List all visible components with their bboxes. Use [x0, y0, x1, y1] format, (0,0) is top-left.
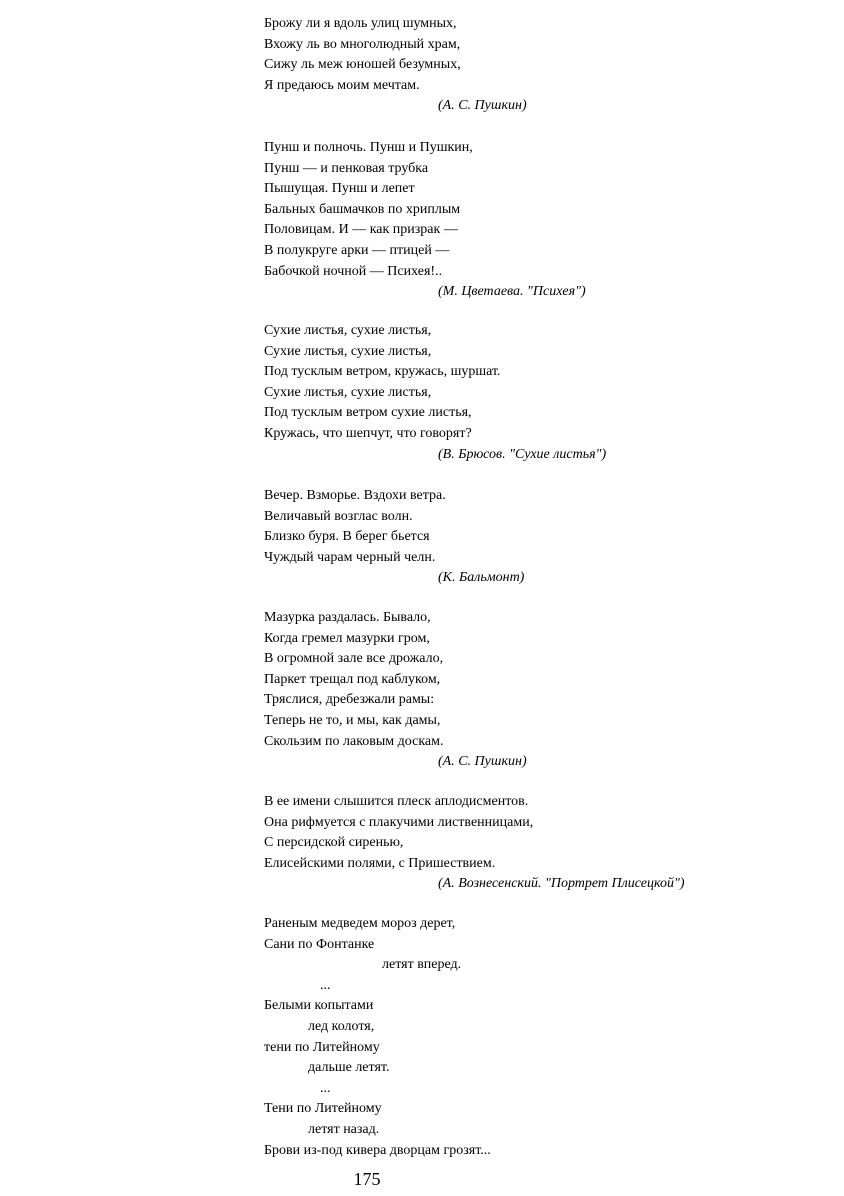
poem-line: Тряслися, дребезжали рамы: — [264, 692, 435, 708]
poem-line: тени по Литейному — [264, 1039, 380, 1055]
poem-line: Сухие листья, сухие листья, — [264, 343, 432, 359]
poem-line: Теперь не то, и мы, как дамы, — [264, 712, 441, 728]
poem-line: Брови из-под кивера дворцам грозят... — [264, 1142, 491, 1158]
poem-line: Сухие листья, сухие листья, — [264, 384, 432, 400]
poem-line: Сухие листья, сухие листья, — [264, 323, 432, 338]
poem-ellipsis: ... — [320, 977, 331, 993]
poem-line: Сижу ль меж юношей безумных, — [264, 57, 461, 73]
poem-line: Вхожу ль во многолюдный храм, — [264, 36, 461, 52]
poem-line: Половицам. И — как призрак — — [264, 222, 458, 238]
poem-line: Сани по Фонтанке — [264, 936, 375, 952]
poem-line: Она рифмуется с плакучими лиственницами, — [264, 814, 534, 830]
poem-line: Под тусклым ветром, кружась, шуршат. — [264, 364, 501, 380]
poem-line: Величавый возглас волн. — [264, 508, 413, 524]
poem-line: Бальных башмачков по хриплым — [264, 201, 461, 217]
poem-line: С персидской сиренью, — [264, 835, 404, 851]
poem-attribution: (В. Брюсов. "Сухие листья") — [438, 446, 607, 462]
poem-line: В ее имени слышится плеск аплодисментов. — [264, 794, 529, 809]
poem-line: Паркет трещал под каблуком, — [264, 671, 441, 687]
poem-line: Тени по Литейному — [264, 1101, 382, 1117]
poem-excerpt-voznesensky — [264, 792, 764, 895]
poem-excerpt-bryusov — [264, 321, 764, 465]
poem-line: Под тусклым ветром сухие листья, — [264, 405, 472, 421]
poem-line: Пунш — и пенковая трубка — [264, 160, 429, 176]
poem-excerpt-tsvetaeva — [264, 138, 764, 303]
poem-line: Кружась, что шепчут, что говорят? — [264, 425, 472, 441]
poem-line: Когда гремел мазурки гром, — [264, 630, 430, 646]
poem-line: В полукруге арки — птицей — — [264, 242, 450, 258]
poem-excerpt-pushkin-1 — [264, 14, 764, 117]
poem-excerpt-balmont — [264, 486, 764, 589]
poem-attribution: (А. С. Пушкин) — [438, 98, 527, 114]
poem-line: Раненым медведем мороз дерет, — [264, 916, 456, 931]
poem-line: Брожу ли я вдоль улиц шумных, — [264, 16, 457, 31]
poem-excerpt-untitled — [264, 914, 764, 1161]
poem-line: лед колотя, — [308, 1018, 375, 1034]
poem-attribution: (А. Вознесенский. "Портрет Плисецкой") — [438, 876, 685, 892]
poem-line: Мазурка раздалась. Бывало, — [264, 610, 431, 625]
poem-line: Белыми копытами — [264, 998, 374, 1014]
poem-line: Скользим по лаковым доскам. — [264, 733, 444, 749]
poem-line: В огромной зале все дрожало, — [264, 651, 444, 667]
poem-line: дальше летят. — [308, 1060, 390, 1076]
poem-line: летят вперед. — [382, 957, 462, 973]
poem-attribution: (К. Бальмонт) — [438, 570, 525, 586]
poem-line: Пышущая. Пунш и лепет — [264, 181, 415, 197]
poem-line: Бабочкой ночной — Психея!.. — [264, 263, 443, 279]
poem-excerpt-pushkin-2 — [264, 608, 764, 773]
poem-attribution: (А. С. Пушкин) — [438, 754, 527, 770]
poem-line: Пунш и полночь. Пунш и Пушкин, — [264, 140, 473, 155]
poem-line: Чуждый чарам черный челн. — [264, 549, 436, 565]
poem-ellipsis: ... — [320, 1080, 331, 1096]
poem-attribution: (М. Цветаева. "Психея") — [438, 284, 586, 300]
poem-line: Близко буря. В берег бьется — [264, 529, 430, 545]
poem-line: Я предаюсь моим мечтам. — [264, 77, 420, 93]
page-number: 175 — [353, 1169, 381, 1189]
poem-line: летят назад. — [308, 1121, 380, 1137]
poem-line: Елисейскими полями, с Пришествием. — [264, 855, 496, 871]
poem-line: Вечер. Взморье. Вздохи ветра. — [264, 488, 446, 503]
